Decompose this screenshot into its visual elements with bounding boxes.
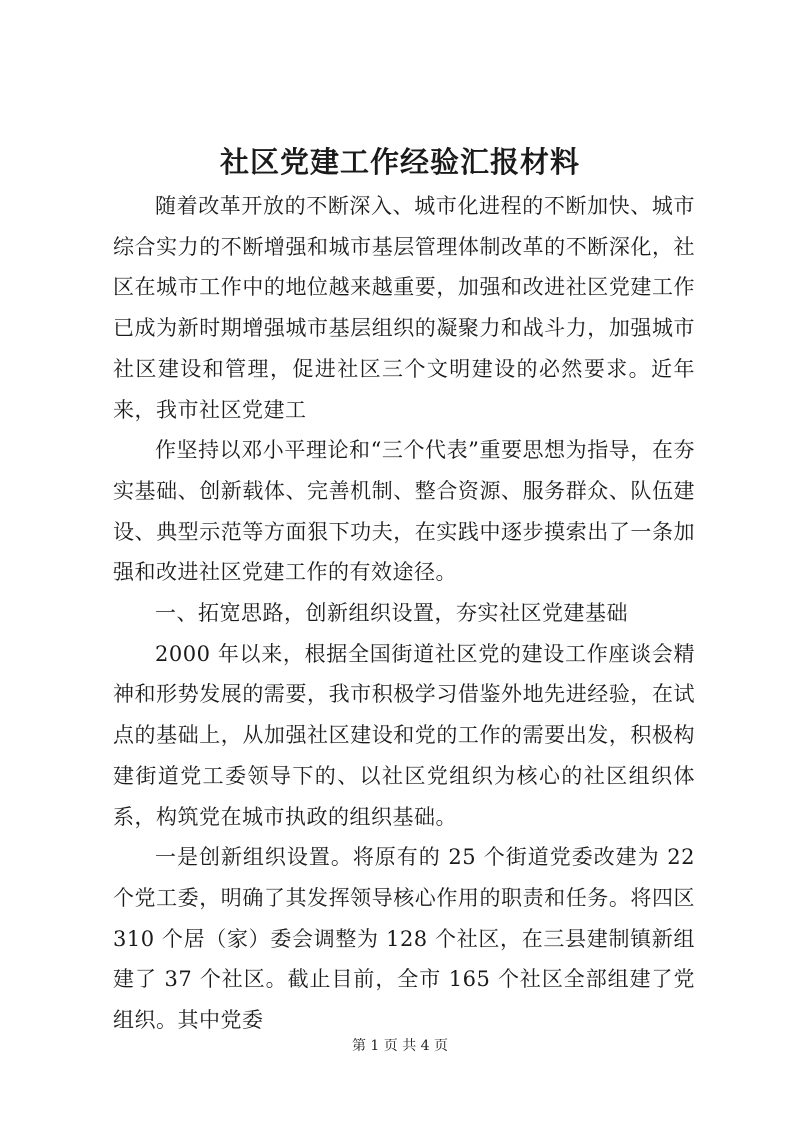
- document-body: [113, 186, 695, 1041]
- paragraph-intro: 随着改革开放的不断深入、城市化进程的不断加快、城市综合实力的不断增强和城市基层管理体制改革的不断深化，社区在城市工作中的地位越来越重要，加强和改进社区党建工作已成为新时期增强城市基层组织的凝聚力和战斗力，加强城市社区建设和管理，促进社区三个文明建设的必然要求。近年来，我市社区党建工: [113, 194, 695, 422]
- page-number-footer: 第 1 页 共 4 页: [351, 1038, 449, 1054]
- paragraph-since-2000: 2000 年以来，根据全国街道社区党的建设工作座谈会精神和形势发展的需要，我市积极学习借鉴外地先进经验，在试点的基础上，从加强社区建设和党的工作的需要出发，积极构建街道党工委领导下的、以社区党组织为核心的社区组织体系，构筑党在城市执政的组织基础。: [113, 641, 695, 829]
- document-title: 社区党建工作经验汇报材料: [219, 145, 580, 179]
- section-heading-one: 一、拓宽思路，创新组织设置，夯实社区党建基础: [155, 601, 628, 626]
- paragraph-organization-setup: 一是创新组织设置。将原有的 25 个街道党委改建为 22 个党工委，明确了其发挥领导核心作用的职责和任务。将四区 310 个居（家）委会调整为 128 个社区，在三县建制镇新组建了 37 个社区。截止目前，全市 165 个社区全部组建了党组织。其中党委: [113, 845, 695, 1033]
- paragraph-guiding-thought: 作坚持以邓小平理论和“三个代表”重要思想为指导，在夯实基础、创新载体、完善机制、整合资源、服务群众、队伍建设、典型示范等方面狠下功夫，在实践中逐步摸索出了一条加强和改进社区党建工作的有效途径。: [113, 438, 695, 585]
